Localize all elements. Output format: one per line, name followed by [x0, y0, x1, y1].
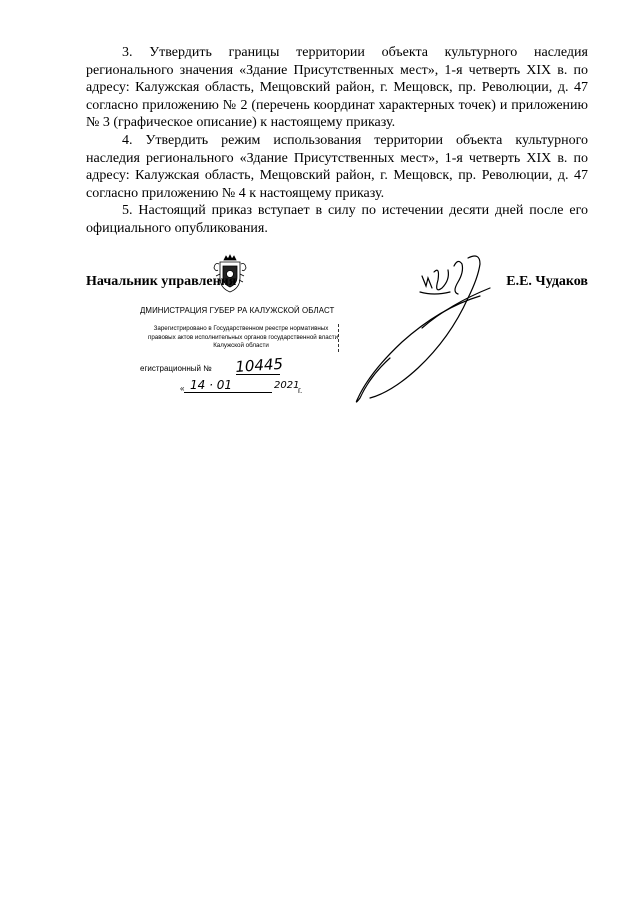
registration-label: егистрационный №: [140, 364, 212, 373]
paragraph-5: 5. Настоящий приказ вступает в силу по истечении десяти дней после его официального опубликования.: [86, 203, 588, 236]
date-prefix: «: [180, 384, 185, 393]
handwritten-signature: [330, 248, 500, 408]
stamp-header: ДМИНИСТРАЦИЯ ГУБЕР РА КАЛУЖСКОЙ ОБЛАСТ: [140, 306, 335, 315]
paragraph-4: 4. Утвердить режим использования территории объекта культурного наследия регионального «Здание Присутственных мест», 1-я четверть XIX в. по адресу: Калужская область, Мещовский район, г. Мещовск, пр. Революции, д. 47 согласно приложению № 4 к настоящему приказу.: [86, 132, 588, 201]
stamp-text: [148, 325, 339, 351]
signatory-name: Е.Е. Чудаков: [506, 274, 588, 289]
order-body: [86, 44, 588, 238]
year-suffix: г.: [298, 386, 303, 395]
stamp-line: Калужской области: [213, 342, 269, 350]
paragraph-3: 3. Утвердить границы территории объекта культурного наследия регионального значения «Здание Присутственных мест», 1-я четверть XIX в. по адресу: Калужская область, Мещовский район, г. Мещовск, пр. Революции, д. 47 согласно приложению № 2 (перечень координат характерных точек) и приложению № 3 (графическое описание) к настоящему приказу.: [86, 45, 588, 131]
registration-stamp: [140, 306, 340, 402]
registration-number: 10445: [234, 354, 284, 376]
date-underline: [184, 392, 272, 393]
stamp-line: правовых актов исполнительных органов государственной власти: [148, 333, 339, 341]
registration-underline: [236, 374, 280, 375]
stamp-line: Зарегистрировано в Государственном реестре нормативных: [153, 325, 329, 332]
signatory-title: Начальник управления: [86, 274, 237, 289]
registration-date: 14 · 01: [190, 378, 232, 392]
stamp-bracket: [334, 324, 339, 352]
registration-year: 2021: [274, 380, 300, 391]
